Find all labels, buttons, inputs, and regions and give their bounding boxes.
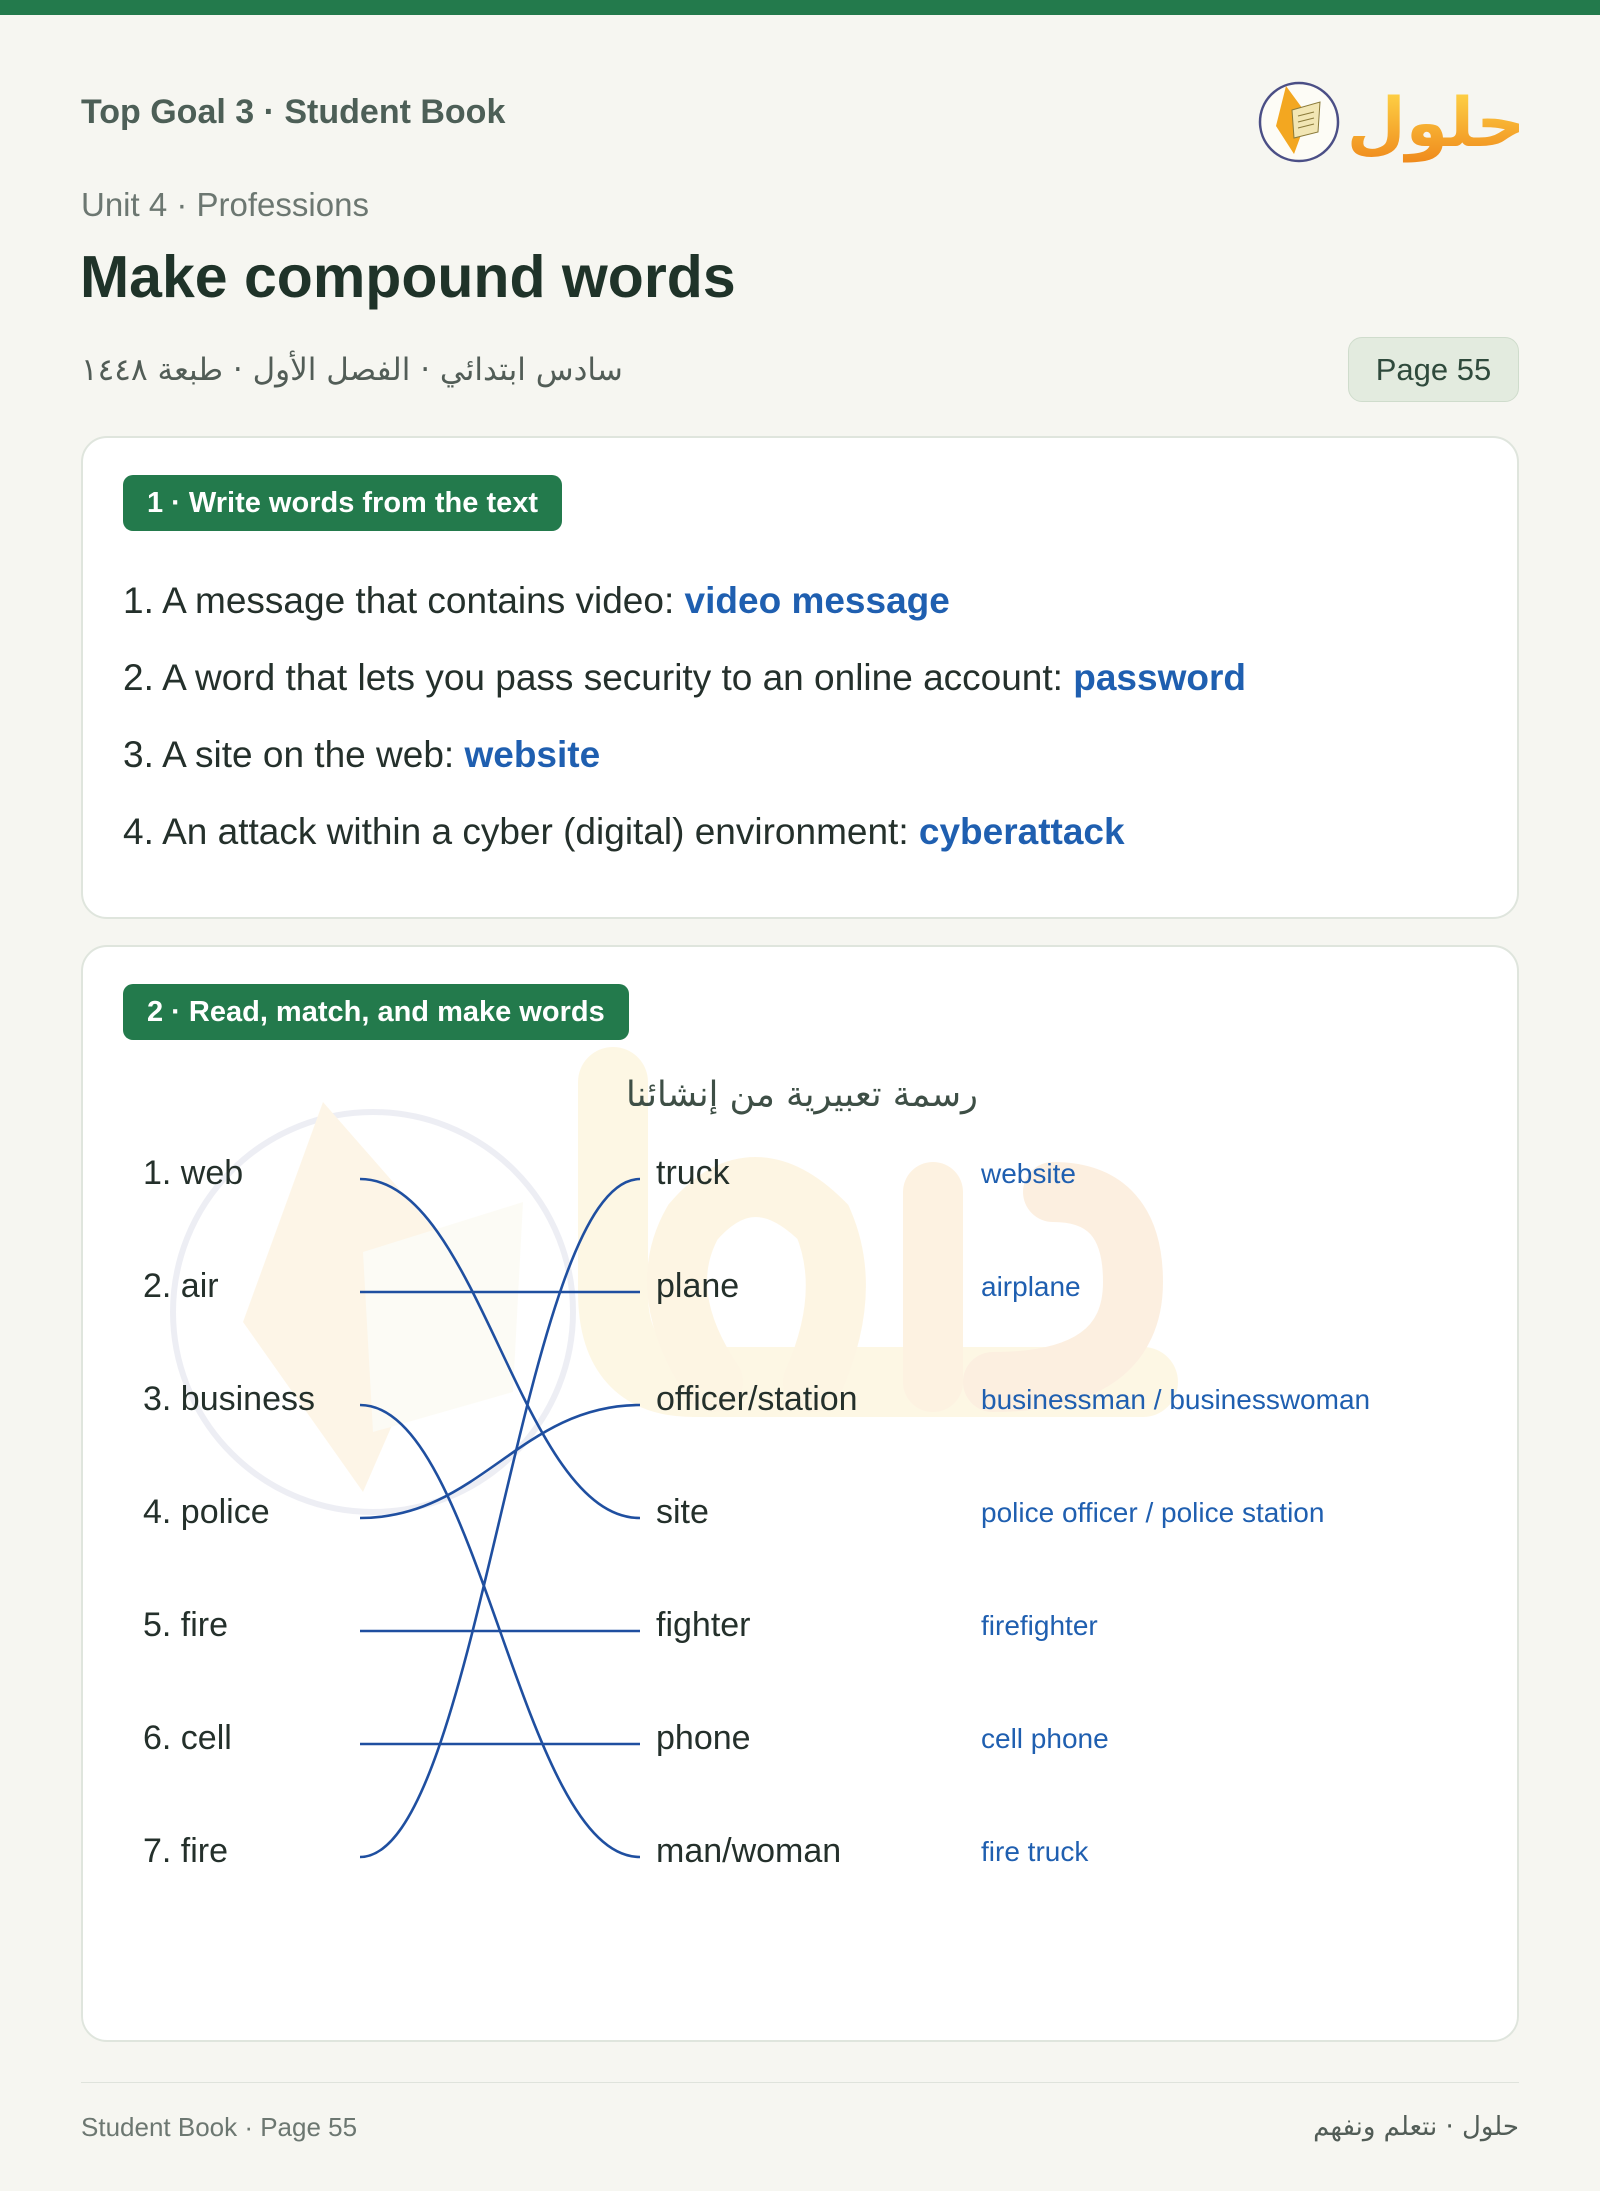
footer-page-label: Student Book · Page 55 [81, 2112, 358, 2142]
question-1-prompt: 1. A message that contains video: [123, 580, 685, 621]
right-word-3: officer/station [656, 1380, 858, 1418]
left-word-2: 2. air [143, 1267, 219, 1305]
question-3 [123, 734, 600, 776]
question-2-answer: password [1073, 657, 1246, 698]
exercise-1-title: 1 · Write words from the text [123, 475, 562, 531]
left-word-6: 6. cell [143, 1719, 232, 1757]
matching-lines [83, 947, 1521, 2044]
match-line-4 [360, 1405, 640, 1518]
question-4-answer: cyberattack [918, 811, 1125, 852]
right-word-2: plane [656, 1267, 740, 1305]
question-1-answer: video message [684, 580, 950, 621]
top-accent-bar [0, 0, 1600, 15]
question-2 [123, 657, 1246, 699]
right-word-4: site [656, 1493, 709, 1531]
answer-word-1: website [981, 1158, 1076, 1189]
illustration-caption: رسمة تعبيرية من إنشائنا [626, 1075, 978, 1115]
question-4 [123, 811, 1125, 853]
question-1 [123, 580, 950, 622]
question-3-prompt: 3. A site on the web: [123, 734, 465, 775]
footer-divider [81, 2082, 1519, 2083]
right-word-6: phone [656, 1719, 751, 1757]
left-word-1: 1. web [143, 1154, 244, 1192]
question-4-prompt: 4. An attack within a cyber (digital) environment: [123, 811, 919, 852]
exercise-1-card [81, 436, 1519, 919]
match-line-1 [360, 1179, 640, 1518]
book-title: Top Goal 3 · Student Book [81, 93, 506, 131]
question-2-prompt: 2. A word that lets you pass security to an online account: [123, 657, 1074, 698]
answer-word-7: fire truck [981, 1836, 1089, 1867]
left-word-4: 4. police [143, 1493, 270, 1531]
right-word-5: fighter [656, 1606, 751, 1644]
exercise-2-card [81, 945, 1519, 2042]
answer-word-5: firefighter [981, 1610, 1098, 1641]
exercise-2-title: 2 · Read, match, and make words [123, 984, 629, 1040]
unit-label: Unit 4 · Professions [81, 186, 369, 223]
left-word-7: 7. fire [143, 1832, 229, 1870]
footer-brand-label: حلول · نتعلم ونفهم [1313, 2112, 1519, 2142]
left-word-5: 5. fire [143, 1606, 229, 1644]
right-word-1: truck [656, 1154, 730, 1192]
right-word-7: man/woman [656, 1832, 842, 1870]
match-line-7 [360, 1179, 640, 1857]
answer-word-2: airplane [981, 1271, 1081, 1302]
svg-text:حلول: حلول [1346, 84, 1526, 163]
question-3-answer: website [464, 734, 601, 775]
answer-word-6: cell phone [981, 1723, 1109, 1754]
answer-word-4: police officer / police station [981, 1497, 1325, 1528]
answer-word-3: businessman / businesswoman [981, 1384, 1371, 1415]
hulul-logo [1256, 66, 1526, 166]
arabic-subtitle: سادس ابتدائي · الفصل الأول · طبعة ١٤٤٨ [81, 352, 623, 388]
left-word-3: 3. business [143, 1380, 315, 1418]
page-badge: Page 55 [1348, 337, 1519, 402]
page-title: Make compound words [80, 244, 736, 310]
